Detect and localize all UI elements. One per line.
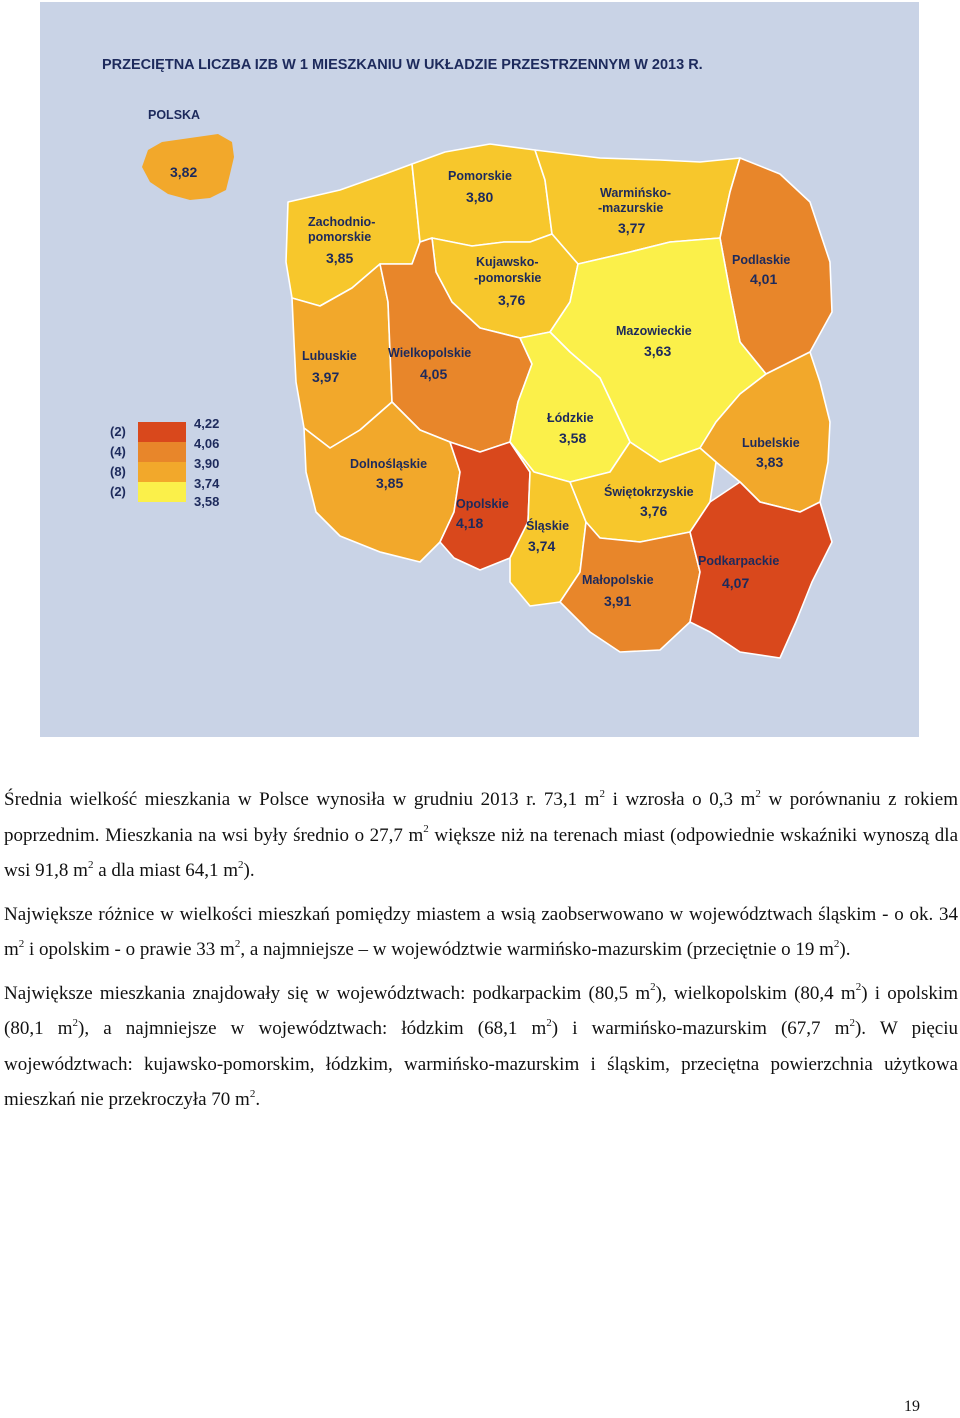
legend-value-2: 4,06: [194, 436, 220, 451]
legend-swatch-1: [138, 422, 186, 442]
legend-swatch-4: [138, 482, 186, 502]
p2-text-b: i opolskim - o prawie 33 m: [24, 939, 235, 960]
legend-count-1: (2): [110, 424, 126, 439]
poland-value: 3,82: [170, 164, 198, 180]
p3-text-a: Największe mieszkania znajdowały się w województwach: podkarpackim (80,5 m: [4, 982, 651, 1004]
superscript: 2: [18, 937, 25, 950]
label-lubuskie: Lubuskie: [302, 349, 357, 363]
p1-text-f: ).: [243, 860, 255, 881]
label-kujawsko: Kujawsko-: [476, 255, 539, 269]
p3-text-e: ) i warmińsko-mazurskim (67,7 m: [551, 1018, 850, 1039]
superscript: 2: [423, 823, 429, 836]
value-lubuskie: 3,97: [312, 369, 340, 385]
label-zachodniopomorskie-2: pomorskie: [308, 230, 372, 244]
p3-text-f: ). W pięciu województwach: kujawsko-pomorskim, łódzkim, warmińsko-mazurskim i śląskim, przeciętna powierzchnia użytkowa mieszkań nie przekroczyła 70 m: [4, 1018, 958, 1110]
legend-value-5: 3,58: [194, 494, 220, 509]
label-lodzkie: Łódzkie: [547, 411, 594, 425]
value-dolnoslaskie: 3,85: [376, 475, 404, 491]
superscript: 2: [249, 1087, 256, 1100]
paragraph-1: [4, 782, 958, 889]
label-lubelskie: Lubelskie: [742, 436, 800, 450]
paragraph-2: [4, 897, 958, 968]
p1-text-e: a dla miast 64,1 m: [93, 860, 239, 881]
p2-text-c: , a najmniejsze – w województwie warmińsko-mazurskim (przeciętnie o 19 m: [240, 939, 834, 960]
value-kujawsko: 3,76: [498, 292, 526, 308]
legend-swatch-2: [138, 442, 186, 462]
p1-text-b: i wzrosła o 0,3 m: [604, 789, 756, 810]
value-wielkopolskie: 4,05: [420, 366, 448, 382]
label-podkarpackie: Podkarpackie: [698, 554, 780, 568]
superscript: 2: [599, 787, 605, 800]
p3-text-g: .: [255, 1089, 261, 1110]
label-warminsko: Warmińsko-: [600, 186, 672, 200]
value-mazowieckie: 3,63: [644, 343, 672, 359]
value-warminsko: 3,77: [618, 220, 646, 236]
poland-label: POLSKA: [148, 108, 201, 122]
superscript: 2: [855, 981, 862, 994]
label-mazowieckie: Mazowieckie: [616, 324, 692, 338]
value-malopolskie: 3,91: [604, 593, 632, 609]
choropleth-map-figure: [40, 2, 919, 737]
value-podlaskie: 4,01: [750, 271, 778, 287]
legend-count-3: (8): [110, 464, 126, 479]
label-zachodniopomorskie: Zachodnio-: [308, 215, 376, 229]
label-slaskie: Śląskie: [526, 519, 570, 533]
legend-count-4: (2): [110, 484, 126, 499]
superscript: 2: [72, 1016, 78, 1029]
label-kujawsko-2: -pomorskie: [474, 271, 542, 285]
map-title: PRZECIĘTNA LICZBA IZB W 1 MIESZKANIU W UKŁADZIE PRZESTRZENNYM W 2013 R.: [102, 57, 703, 73]
p1-text-d: większe niż na terenach miast (odpowiednie wskaźniki wynoszą dla wsi 91,8 m: [4, 824, 958, 881]
value-lubelskie: 3,83: [756, 454, 784, 470]
label-warminsko-2: -mazurskie: [598, 201, 664, 215]
superscript: 2: [833, 937, 840, 950]
label-swietokrzyskie: Świętokrzyskie: [604, 485, 694, 499]
superscript: 2: [849, 1016, 855, 1029]
legend-swatch-3: [138, 462, 186, 482]
value-opolskie: 4,18: [456, 515, 484, 531]
body-text: [4, 782, 958, 1126]
label-malopolskie: Małopolskie: [582, 573, 654, 587]
label-opolskie: Opolskie: [456, 497, 509, 511]
p2-text-d: ).: [839, 939, 851, 960]
value-pomorskie: 3,80: [466, 189, 494, 205]
superscript: 2: [546, 1016, 552, 1029]
p3-text-c: ) i opolskim (80,1 m: [4, 982, 958, 1039]
value-podkarpackie: 4,07: [722, 575, 750, 591]
legend: [110, 416, 220, 509]
superscript: 2: [238, 858, 244, 871]
p3-text-d: ), a najmniejsze w województwach: łódzkim (68,1 m: [78, 1018, 547, 1039]
legend-count-2: (4): [110, 444, 126, 459]
value-swietokrzyskie: 3,76: [640, 503, 668, 519]
page-number: 19: [904, 1398, 920, 1415]
legend-value-4: 3,74: [194, 476, 220, 491]
value-zachodniopomorskie: 3,85: [326, 250, 354, 266]
superscript: 2: [755, 787, 761, 800]
p2-text-a: Największe różnice w wielkości mieszkań pomiędzy miastem a wsią zaobserwowano w województwach śląskim - o ok. 34 m: [4, 903, 958, 960]
region-podkarpackie: [690, 482, 832, 658]
label-dolnoslaskie: Dolnośląskie: [350, 457, 428, 471]
superscript: 2: [650, 981, 656, 994]
label-pomorskie: Pomorskie: [448, 169, 512, 183]
legend-value-1: 4,22: [194, 416, 220, 431]
superscript: 2: [234, 937, 241, 950]
paragraph-3: [4, 976, 958, 1118]
p1-text-a: Średnia wielkość mieszkania w Polsce wynosiła w grudniu 2013 r. 73,1 m: [4, 789, 600, 810]
p1-text-c: w porównaniu z rokiem poprzednim. Mieszkania na wsi były średnio o 27,7 m: [4, 789, 959, 846]
label-podlaskie: Podlaskie: [732, 253, 791, 267]
superscript: 2: [87, 858, 94, 871]
legend-value-3: 3,90: [194, 456, 220, 471]
map-svg: [40, 2, 919, 737]
value-lodzkie: 3,58: [559, 430, 587, 446]
p3-text-b: ), wielkopolskim (80,4 m: [655, 982, 856, 1004]
value-slaskie: 3,74: [528, 538, 556, 554]
label-wielkopolskie: Wielkopolskie: [388, 346, 472, 360]
